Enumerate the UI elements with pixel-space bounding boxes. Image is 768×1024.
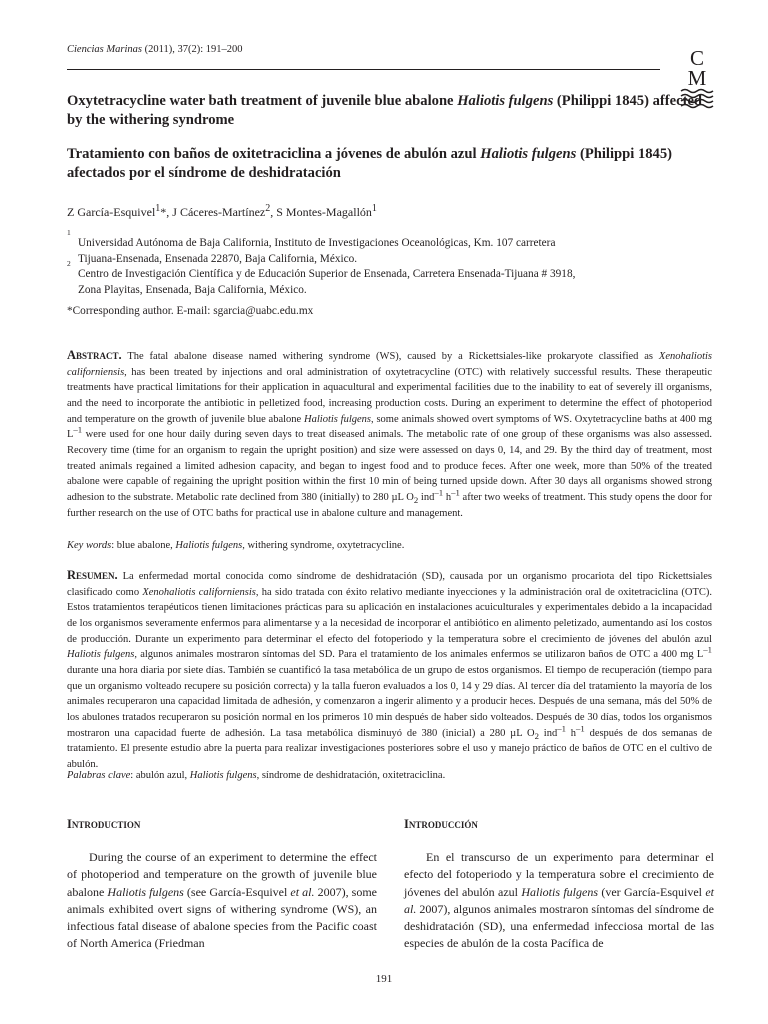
- text-fragment: La enfermedad mortal conocida como síndrome de deshidratación (SD), causada por un organismo procariota del tipo Rickettsiales clasificado como: [67, 571, 712, 598]
- text-fragment: et al.: [404, 884, 714, 916]
- text-fragment: , some animals showed overt symptoms of WS. Oxytetracycline baths at 400 mg L: [67, 413, 713, 441]
- text-fragment: , síndrome de deshidratación, oxitetraciclina.: [256, 770, 446, 781]
- text-fragment: , ha sido tratada con éxito relativo mediante inyecciones y la administración oral de oxitetraciclina (OTC). Estos tratamientos terapéuticos tienen limitaciones prácticas para su aplicación en instalaciones acuiculturales y experimentales debido a la incapacidad de los organismos severamente enfermos para alimentarse y a la necesidad de incorporar el antibiótico en alimento peletizado, aumentando así los costos de producción. Durante un experimento para determinar el efecto del fotoperiodo y la temperatura sobre el crecimiento de jóvenes del abulón azul: [67, 586, 712, 645]
- journal-name: Ciencias Marinas: [67, 44, 142, 55]
- palabras-clave: [67, 768, 712, 784]
- text-fragment: *, J Cáceres-Martínez: [160, 205, 266, 219]
- text-fragment: –1: [557, 723, 566, 734]
- text-fragment: ind: [538, 727, 558, 739]
- text-fragment: Haliotis fulgens: [457, 93, 554, 109]
- affiliations: [67, 228, 707, 299]
- text-fragment: During the course of an experiment to determine the effect of photoperiod and temperature on the growth of juvenile blue abalone: [67, 850, 377, 899]
- text-fragment: , withering syndrome, oxytetracycline.: [242, 540, 405, 551]
- text-fragment: ind: [418, 491, 435, 503]
- affiliation-line: Centro de Investigación Científica y de Educación Superior de Ensenada, Carretera Ensenada-Tijuana # 3918,: [78, 268, 576, 281]
- text-fragment: –1: [703, 644, 713, 655]
- affiliation-line: Zona Playitas, Ensenada, Baja California, México.: [78, 284, 307, 297]
- text-fragment: –1: [576, 723, 585, 734]
- text-fragment: , S Montes-Magallón: [270, 205, 372, 219]
- text-fragment: Haliotis fulgens: [175, 540, 243, 551]
- affiliation-2: 2 Centro de Investigación Científica y de Educación Superior de Ensenada, Carretera Ensenada-Tijuana # 3918, Zona Playitas, Ensenada, Baja California, México.: [67, 267, 707, 298]
- text-fragment: 2007), some animals exhibited overt signs of withering syndrome (WS), an infectious fatal disease of abalone species from the Pacific coast of North America (Friedman: [67, 884, 378, 951]
- text-fragment: et al.: [290, 884, 315, 899]
- text-fragment: (see García-Esquivel: [183, 884, 291, 899]
- text-fragment: 2: [265, 203, 271, 214]
- text-fragment: –1: [73, 424, 83, 435]
- text-fragment: Haliotis fulgens: [107, 884, 184, 899]
- text-fragment: En el transcurso de un experimento para determinar el efecto del fotoperiodo y la temperatura sobre el crecimiento de jóvenes del abulón azul: [404, 850, 714, 899]
- text-fragment: , has been treated by injections and oral administration of oxytetracycline (OTC) with relatively successful results. These therapeutic treatments have practical limitations for their application in aquacultural and experimental facilities due to the inability to eat of severely ill organisms, and the need to incorporate the antibiotic in pelletized food, increasing production costs. During an experiment to determine the effect of photoperiod and temperature on the growth of juvenile blue abalone: [67, 366, 712, 425]
- text-fragment: Haliotis fulgens: [67, 649, 135, 661]
- text-fragment: 1: [155, 203, 161, 214]
- text-fragment: (Philippi 1845) affected by the withering syndrome: [67, 93, 703, 128]
- text-fragment: 2007), algunos animales mostraron síntomas del síndrome de deshidratación (SD), una enfermedad infecciosa mortal de las especies de abulón de la costa Pacífica de: [404, 901, 714, 951]
- text-fragment: Haliotis fulgens: [189, 770, 257, 781]
- text-fragment: (ver García-Esquivel: [598, 884, 706, 899]
- text-fragment: Haliotis fulgens: [521, 884, 599, 899]
- introduction-paragraph: [67, 849, 377, 953]
- section-label: Resumen.: [67, 568, 118, 582]
- key-words: [67, 538, 712, 554]
- article-title-spanish: [67, 145, 707, 183]
- article-title-english: [67, 92, 707, 130]
- text-fragment: Xenohaliotis californiensis: [142, 586, 256, 598]
- introduction-column-spanish: [404, 817, 714, 953]
- author-list: [67, 205, 377, 220]
- text-fragment: durante una hora diaria por siete días. También se cuantificó la tasa metabólica de un grupo de estos organismos. El tiempo de recuperación (tiempo para que un organismo volteado recupere su posición correcta) y la talla fueron evaluados a los 0, 14 y 29 días. Al tercer día del tratamiento la mayoría de los animales recuperaron una capacidad limitada de adhesión, y comenzaron a ingerir alimento y a producir heces. Después de una semana, más del 50% de los abulones tratados recuperaron su posición normal en los primeros 10 min después de haber sido volteados. Después de 30 días, todos los organismos mostraron una capacidad fuerte de adhesión. La tasa metabólica disminuyó de 380 (inicial) a 280 µL O: [67, 664, 712, 739]
- introduction-column-english: [67, 817, 377, 953]
- text-fragment: Key words: [67, 540, 112, 551]
- text-fragment: después de dos semanas de tratamiento. El presente estudio abre la puerta para realizar investigaciones posteriores sobre el uso y manejo práctico de baños de OTC en el cultivo de abulón.: [67, 727, 712, 770]
- text-fragment: Haliotis fulgens: [304, 413, 372, 425]
- journal-volume-pages: (2011), 37(2): 191–200: [141, 44, 243, 55]
- section-label: Abstract.: [67, 348, 122, 362]
- journal-citation: [67, 44, 242, 55]
- text-fragment: –1: [434, 487, 444, 498]
- text-fragment: after two weeks of treatment. This study opens the door for further research on the use of OTC baths for practical use in abalone culture and management.: [67, 491, 712, 519]
- text-fragment: –1: [451, 487, 460, 498]
- text-fragment: 2: [413, 495, 419, 505]
- text-fragment: Z García-Esquivel: [67, 205, 156, 219]
- text-fragment: Tratamiento con baños de oxitetraciclina a jóvenes de abulón azul: [67, 146, 481, 162]
- text-fragment: , algunos animales mostraron síntomas del SD. Para el tratamiento de los animales enfermos se utilizaron baños de OTC a 400 mg L: [134, 649, 704, 661]
- abstract: [67, 348, 712, 521]
- text-fragment: 2: [534, 730, 539, 741]
- text-fragment: Xenohaliotis californiensis: [67, 351, 712, 378]
- text-fragment: Palabras clave: [67, 770, 131, 781]
- text-fragment: Haliotis fulgens: [480, 146, 577, 162]
- text-fragment: h: [565, 727, 577, 739]
- text-fragment: were used for one hour daily during seven days to treat diseased animals. The metabolic rate of one group of these organisms was also assessed. Recovery time (time for an organism to regain the upright position) and size were assessed on days 0, 14, and 29. By the third day of treatment, most treated animals regained a limited adhesion capacity, and began to ingest food and to produce feces. After one week, more than 50% of the treated abalone were capable of regaining the upright position within the first 10 min of being turned upside down. After 30 days all organisms showed strong adhesion to the substrate. Metabolic rate declined from 380 (initially) to 280 µL O: [67, 429, 712, 503]
- logo-letter-c: C: [689, 48, 705, 70]
- text-fragment: h: [443, 491, 452, 503]
- section-heading-introduccion: Introducción: [404, 817, 478, 831]
- logo-letter-m: M: [687, 66, 707, 90]
- affiliation-line: Universidad Autónoma de Baja California, Instituto de Investigaciones Oceanológicas, Km. 107 carretera: [78, 237, 556, 249]
- introduccion-paragraph: [404, 849, 714, 953]
- text-fragment: Oxytetracycline water bath treatment of juvenile blue abalone: [67, 93, 458, 109]
- resumen: [67, 568, 712, 773]
- page-number: 191: [375, 973, 393, 985]
- section-heading-introduction: Introduction: [67, 817, 141, 831]
- text-fragment: : abulón azul,: [130, 770, 190, 781]
- text-fragment: (Philippi 1845) afectados por el síndrome de deshidratación: [67, 146, 672, 181]
- corresponding-author: *Corresponding author. E-mail: sgarcia@uabc.edu.mx: [67, 305, 314, 317]
- header-rule: [67, 69, 660, 70]
- affiliation-line: Tijuana-Ensenada, Ensenada 22870, Baja California, México.: [78, 252, 358, 265]
- text-fragment: The fatal abalone disease named withering syndrome (WS), caused by a Rickettsiales-like prokaryote classified as: [121, 351, 659, 362]
- text-fragment: : blue abalone,: [111, 540, 176, 551]
- text-fragment: 1: [371, 203, 377, 214]
- affiliation-1: 1 Universidad Autónoma de Baja California, Instituto de Investigaciones Oceanológicas, Km. 107 carretera Tijuana-Ensenada, Ensenada 22870, Baja California, México.: [67, 236, 707, 267]
